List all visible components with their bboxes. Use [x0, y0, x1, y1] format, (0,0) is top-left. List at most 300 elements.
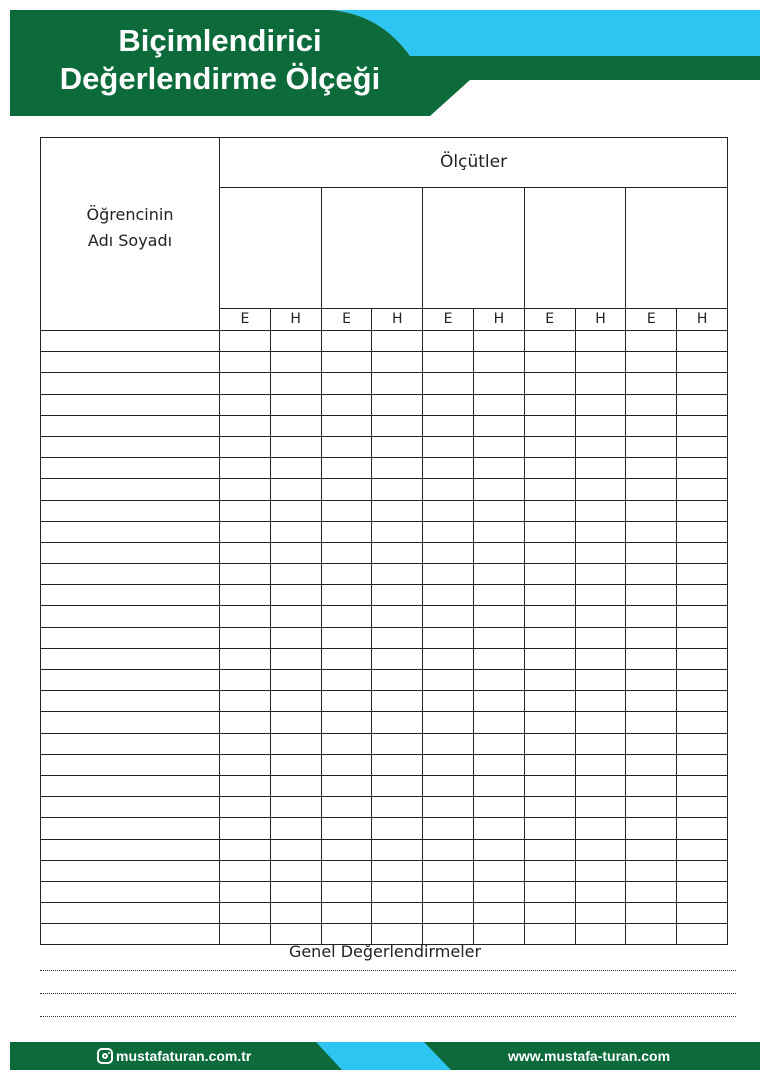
- score-cell-h[interactable]: [372, 839, 423, 860]
- score-cell-e[interactable]: [626, 775, 677, 796]
- score-cell-h[interactable]: [677, 458, 728, 479]
- score-cell-h[interactable]: [473, 436, 524, 457]
- score-cell-h[interactable]: [677, 500, 728, 521]
- score-cell-h[interactable]: [270, 860, 321, 881]
- score-cell-e[interactable]: [321, 903, 372, 924]
- score-cell-e[interactable]: [626, 627, 677, 648]
- student-name-cell[interactable]: [41, 839, 220, 860]
- score-cell-e[interactable]: [321, 479, 372, 500]
- score-cell-h[interactable]: [473, 648, 524, 669]
- score-cell-e[interactable]: [423, 691, 474, 712]
- score-cell-e[interactable]: [423, 500, 474, 521]
- score-cell-e[interactable]: [321, 839, 372, 860]
- student-name-cell[interactable]: [41, 648, 220, 669]
- score-cell-h[interactable]: [270, 818, 321, 839]
- score-cell-h[interactable]: [372, 542, 423, 563]
- score-cell-e[interactable]: [220, 775, 271, 796]
- score-cell-h[interactable]: [575, 479, 626, 500]
- score-cell-h[interactable]: [473, 331, 524, 352]
- score-cell-h[interactable]: [575, 839, 626, 860]
- score-cell-e[interactable]: [321, 818, 372, 839]
- score-cell-h[interactable]: [575, 521, 626, 542]
- student-name-cell[interactable]: [41, 373, 220, 394]
- student-name-cell[interactable]: [41, 606, 220, 627]
- score-cell-h[interactable]: [473, 860, 524, 881]
- score-cell-h[interactable]: [473, 479, 524, 500]
- score-cell-e[interactable]: [321, 627, 372, 648]
- score-cell-e[interactable]: [524, 352, 575, 373]
- score-cell-h[interactable]: [677, 331, 728, 352]
- score-cell-e[interactable]: [626, 436, 677, 457]
- student-name-cell[interactable]: [41, 670, 220, 691]
- score-cell-h[interactable]: [372, 712, 423, 733]
- student-name-cell[interactable]: [41, 881, 220, 902]
- score-cell-h[interactable]: [575, 627, 626, 648]
- score-cell-e[interactable]: [626, 860, 677, 881]
- score-cell-e[interactable]: [423, 606, 474, 627]
- score-cell-e[interactable]: [423, 479, 474, 500]
- score-cell-e[interactable]: [423, 839, 474, 860]
- score-cell-e[interactable]: [220, 479, 271, 500]
- score-cell-h[interactable]: [473, 627, 524, 648]
- score-cell-h[interactable]: [473, 839, 524, 860]
- score-cell-e[interactable]: [321, 606, 372, 627]
- score-cell-e[interactable]: [626, 648, 677, 669]
- score-cell-h[interactable]: [270, 479, 321, 500]
- score-cell-e[interactable]: [220, 712, 271, 733]
- criterion-cell[interactable]: [220, 187, 322, 308]
- dotted-line[interactable]: [40, 970, 736, 971]
- score-cell-h[interactable]: [575, 691, 626, 712]
- student-name-cell[interactable]: [41, 585, 220, 606]
- score-cell-e[interactable]: [220, 521, 271, 542]
- criterion-cell[interactable]: [524, 187, 626, 308]
- score-cell-e[interactable]: [524, 436, 575, 457]
- score-cell-h[interactable]: [372, 691, 423, 712]
- score-cell-h[interactable]: [372, 436, 423, 457]
- score-cell-h[interactable]: [270, 585, 321, 606]
- score-cell-h[interactable]: [677, 564, 728, 585]
- score-cell-h[interactable]: [677, 373, 728, 394]
- score-cell-h[interactable]: [473, 415, 524, 436]
- score-cell-e[interactable]: [423, 818, 474, 839]
- score-cell-h[interactable]: [372, 331, 423, 352]
- score-cell-e[interactable]: [626, 352, 677, 373]
- score-cell-h[interactable]: [677, 521, 728, 542]
- score-cell-h[interactable]: [575, 606, 626, 627]
- score-cell-e[interactable]: [321, 585, 372, 606]
- score-cell-e[interactable]: [220, 373, 271, 394]
- score-cell-e[interactable]: [524, 521, 575, 542]
- score-cell-e[interactable]: [626, 479, 677, 500]
- score-cell-h[interactable]: [575, 564, 626, 585]
- score-cell-h[interactable]: [677, 436, 728, 457]
- score-cell-e[interactable]: [220, 458, 271, 479]
- criterion-cell[interactable]: [423, 187, 525, 308]
- score-cell-h[interactable]: [372, 860, 423, 881]
- score-cell-h[interactable]: [677, 797, 728, 818]
- score-cell-h[interactable]: [270, 648, 321, 669]
- score-cell-h[interactable]: [473, 373, 524, 394]
- score-cell-h[interactable]: [270, 415, 321, 436]
- score-cell-h[interactable]: [473, 903, 524, 924]
- score-cell-e[interactable]: [524, 331, 575, 352]
- score-cell-e[interactable]: [220, 839, 271, 860]
- score-cell-e[interactable]: [423, 585, 474, 606]
- score-cell-h[interactable]: [372, 754, 423, 775]
- score-cell-e[interactable]: [626, 500, 677, 521]
- score-cell-e[interactable]: [423, 733, 474, 754]
- score-cell-h[interactable]: [575, 373, 626, 394]
- score-cell-e[interactable]: [321, 754, 372, 775]
- score-cell-e[interactable]: [423, 415, 474, 436]
- score-cell-e[interactable]: [524, 606, 575, 627]
- score-cell-e[interactable]: [423, 352, 474, 373]
- score-cell-h[interactable]: [270, 691, 321, 712]
- score-cell-h[interactable]: [372, 479, 423, 500]
- score-cell-h[interactable]: [372, 564, 423, 585]
- score-cell-h[interactable]: [372, 733, 423, 754]
- score-cell-h[interactable]: [372, 373, 423, 394]
- score-cell-h[interactable]: [473, 881, 524, 902]
- score-cell-h[interactable]: [473, 606, 524, 627]
- score-cell-e[interactable]: [321, 521, 372, 542]
- score-cell-e[interactable]: [524, 585, 575, 606]
- student-name-cell[interactable]: [41, 754, 220, 775]
- score-cell-e[interactable]: [626, 542, 677, 563]
- criterion-cell[interactable]: [626, 187, 728, 308]
- score-cell-e[interactable]: [626, 331, 677, 352]
- score-cell-e[interactable]: [524, 881, 575, 902]
- score-cell-e[interactable]: [626, 606, 677, 627]
- score-cell-e[interactable]: [626, 394, 677, 415]
- score-cell-h[interactable]: [575, 775, 626, 796]
- score-cell-e[interactable]: [524, 373, 575, 394]
- score-cell-h[interactable]: [270, 458, 321, 479]
- score-cell-e[interactable]: [220, 691, 271, 712]
- score-cell-h[interactable]: [575, 881, 626, 902]
- score-cell-e[interactable]: [524, 542, 575, 563]
- score-cell-e[interactable]: [524, 500, 575, 521]
- score-cell-e[interactable]: [220, 542, 271, 563]
- student-name-cell[interactable]: [41, 627, 220, 648]
- score-cell-e[interactable]: [321, 458, 372, 479]
- score-cell-h[interactable]: [677, 733, 728, 754]
- score-cell-e[interactable]: [423, 903, 474, 924]
- student-name-cell[interactable]: [41, 860, 220, 881]
- score-cell-h[interactable]: [372, 352, 423, 373]
- score-cell-h[interactable]: [575, 860, 626, 881]
- score-cell-h[interactable]: [473, 585, 524, 606]
- student-name-cell[interactable]: [41, 331, 220, 352]
- score-cell-h[interactable]: [677, 627, 728, 648]
- score-cell-e[interactable]: [626, 585, 677, 606]
- score-cell-e[interactable]: [220, 436, 271, 457]
- score-cell-e[interactable]: [321, 712, 372, 733]
- student-name-cell[interactable]: [41, 733, 220, 754]
- score-cell-e[interactable]: [220, 352, 271, 373]
- student-name-cell[interactable]: [41, 458, 220, 479]
- student-name-cell[interactable]: [41, 542, 220, 563]
- score-cell-h[interactable]: [372, 500, 423, 521]
- score-cell-e[interactable]: [220, 903, 271, 924]
- score-cell-h[interactable]: [372, 818, 423, 839]
- score-cell-e[interactable]: [321, 797, 372, 818]
- score-cell-h[interactable]: [270, 903, 321, 924]
- score-cell-e[interactable]: [626, 415, 677, 436]
- score-cell-e[interactable]: [626, 670, 677, 691]
- score-cell-e[interactable]: [524, 839, 575, 860]
- score-cell-e[interactable]: [220, 733, 271, 754]
- student-name-cell[interactable]: [41, 797, 220, 818]
- score-cell-h[interactable]: [575, 542, 626, 563]
- score-cell-h[interactable]: [575, 903, 626, 924]
- score-cell-e[interactable]: [423, 394, 474, 415]
- score-cell-e[interactable]: [524, 797, 575, 818]
- score-cell-e[interactable]: [220, 394, 271, 415]
- score-cell-e[interactable]: [524, 458, 575, 479]
- student-name-cell[interactable]: [41, 903, 220, 924]
- student-name-cell[interactable]: [41, 500, 220, 521]
- score-cell-e[interactable]: [626, 754, 677, 775]
- score-cell-e[interactable]: [626, 458, 677, 479]
- score-cell-e[interactable]: [524, 648, 575, 669]
- score-cell-h[interactable]: [270, 627, 321, 648]
- score-cell-h[interactable]: [270, 754, 321, 775]
- score-cell-e[interactable]: [524, 733, 575, 754]
- score-cell-e[interactable]: [423, 521, 474, 542]
- score-cell-h[interactable]: [372, 458, 423, 479]
- criterion-cell[interactable]: [321, 187, 423, 308]
- score-cell-e[interactable]: [321, 648, 372, 669]
- score-cell-e[interactable]: [626, 521, 677, 542]
- score-cell-e[interactable]: [321, 352, 372, 373]
- score-cell-e[interactable]: [524, 903, 575, 924]
- score-cell-h[interactable]: [473, 564, 524, 585]
- dotted-line[interactable]: [40, 993, 736, 994]
- score-cell-h[interactable]: [270, 797, 321, 818]
- score-cell-e[interactable]: [321, 691, 372, 712]
- score-cell-h[interactable]: [270, 331, 321, 352]
- score-cell-h[interactable]: [372, 670, 423, 691]
- score-cell-e[interactable]: [321, 331, 372, 352]
- score-cell-e[interactable]: [321, 775, 372, 796]
- score-cell-h[interactable]: [372, 881, 423, 902]
- score-cell-e[interactable]: [321, 394, 372, 415]
- score-cell-e[interactable]: [321, 670, 372, 691]
- score-cell-e[interactable]: [626, 881, 677, 902]
- score-cell-h[interactable]: [372, 394, 423, 415]
- score-cell-h[interactable]: [575, 436, 626, 457]
- score-cell-h[interactable]: [473, 458, 524, 479]
- student-name-cell[interactable]: [41, 564, 220, 585]
- score-cell-e[interactable]: [220, 797, 271, 818]
- score-cell-e[interactable]: [423, 775, 474, 796]
- score-cell-h[interactable]: [575, 754, 626, 775]
- score-cell-h[interactable]: [575, 331, 626, 352]
- score-cell-h[interactable]: [677, 903, 728, 924]
- score-cell-e[interactable]: [524, 415, 575, 436]
- score-cell-h[interactable]: [372, 775, 423, 796]
- score-cell-h[interactable]: [677, 394, 728, 415]
- score-cell-h[interactable]: [677, 818, 728, 839]
- score-cell-h[interactable]: [677, 648, 728, 669]
- score-cell-h[interactable]: [372, 521, 423, 542]
- score-cell-h[interactable]: [473, 352, 524, 373]
- score-cell-h[interactable]: [270, 352, 321, 373]
- score-cell-h[interactable]: [270, 564, 321, 585]
- score-cell-h[interactable]: [473, 712, 524, 733]
- student-name-cell[interactable]: [41, 415, 220, 436]
- score-cell-h[interactable]: [270, 521, 321, 542]
- score-cell-e[interactable]: [626, 839, 677, 860]
- student-name-cell[interactable]: [41, 775, 220, 796]
- score-cell-h[interactable]: [677, 712, 728, 733]
- score-cell-e[interactable]: [220, 860, 271, 881]
- student-name-cell[interactable]: [41, 521, 220, 542]
- score-cell-e[interactable]: [626, 903, 677, 924]
- score-cell-h[interactable]: [473, 797, 524, 818]
- score-cell-h[interactable]: [270, 733, 321, 754]
- score-cell-h[interactable]: [677, 881, 728, 902]
- score-cell-e[interactable]: [220, 585, 271, 606]
- student-name-cell[interactable]: [41, 394, 220, 415]
- score-cell-h[interactable]: [473, 542, 524, 563]
- student-name-cell[interactable]: [41, 818, 220, 839]
- student-name-cell[interactable]: [41, 352, 220, 373]
- score-cell-h[interactable]: [473, 394, 524, 415]
- score-cell-e[interactable]: [423, 712, 474, 733]
- score-cell-e[interactable]: [321, 500, 372, 521]
- score-cell-e[interactable]: [524, 818, 575, 839]
- score-cell-e[interactable]: [321, 373, 372, 394]
- score-cell-e[interactable]: [321, 733, 372, 754]
- score-cell-h[interactable]: [270, 839, 321, 860]
- score-cell-e[interactable]: [220, 500, 271, 521]
- score-cell-e[interactable]: [524, 670, 575, 691]
- score-cell-h[interactable]: [575, 733, 626, 754]
- score-cell-h[interactable]: [575, 712, 626, 733]
- score-cell-h[interactable]: [677, 775, 728, 796]
- score-cell-e[interactable]: [321, 881, 372, 902]
- score-cell-h[interactable]: [473, 691, 524, 712]
- score-cell-e[interactable]: [423, 754, 474, 775]
- score-cell-e[interactable]: [524, 564, 575, 585]
- score-cell-h[interactable]: [677, 415, 728, 436]
- score-cell-e[interactable]: [423, 860, 474, 881]
- score-cell-h[interactable]: [270, 670, 321, 691]
- score-cell-h[interactable]: [575, 500, 626, 521]
- score-cell-e[interactable]: [524, 860, 575, 881]
- score-cell-h[interactable]: [575, 415, 626, 436]
- score-cell-h[interactable]: [575, 352, 626, 373]
- instagram-link[interactable]: [97, 1044, 251, 1068]
- score-cell-h[interactable]: [372, 627, 423, 648]
- score-cell-h[interactable]: [270, 712, 321, 733]
- score-cell-e[interactable]: [626, 818, 677, 839]
- score-cell-h[interactable]: [677, 479, 728, 500]
- score-cell-h[interactable]: [270, 373, 321, 394]
- score-cell-e[interactable]: [524, 394, 575, 415]
- score-cell-e[interactable]: [220, 881, 271, 902]
- score-cell-h[interactable]: [575, 394, 626, 415]
- website-link[interactable]: www.mustafa-turan.com: [508, 1048, 671, 1064]
- score-cell-e[interactable]: [626, 797, 677, 818]
- score-cell-h[interactable]: [372, 415, 423, 436]
- score-cell-e[interactable]: [321, 860, 372, 881]
- score-cell-h[interactable]: [575, 670, 626, 691]
- score-cell-h[interactable]: [270, 606, 321, 627]
- score-cell-e[interactable]: [423, 373, 474, 394]
- score-cell-h[interactable]: [677, 542, 728, 563]
- score-cell-h[interactable]: [270, 775, 321, 796]
- score-cell-h[interactable]: [677, 860, 728, 881]
- score-cell-e[interactable]: [626, 733, 677, 754]
- score-cell-h[interactable]: [270, 394, 321, 415]
- score-cell-e[interactable]: [524, 479, 575, 500]
- student-name-cell[interactable]: [41, 436, 220, 457]
- score-cell-e[interactable]: [423, 564, 474, 585]
- score-cell-h[interactable]: [473, 670, 524, 691]
- score-cell-h[interactable]: [372, 903, 423, 924]
- score-cell-h[interactable]: [677, 352, 728, 373]
- score-cell-e[interactable]: [220, 670, 271, 691]
- score-cell-h[interactable]: [677, 670, 728, 691]
- score-cell-h[interactable]: [575, 648, 626, 669]
- score-cell-e[interactable]: [423, 331, 474, 352]
- score-cell-h[interactable]: [372, 606, 423, 627]
- score-cell-e[interactable]: [626, 712, 677, 733]
- score-cell-e[interactable]: [524, 775, 575, 796]
- score-cell-e[interactable]: [626, 564, 677, 585]
- score-cell-e[interactable]: [220, 754, 271, 775]
- score-cell-h[interactable]: [270, 500, 321, 521]
- score-cell-e[interactable]: [220, 648, 271, 669]
- score-cell-h[interactable]: [677, 754, 728, 775]
- score-cell-e[interactable]: [220, 606, 271, 627]
- score-cell-h[interactable]: [473, 500, 524, 521]
- score-cell-h[interactable]: [473, 775, 524, 796]
- dotted-line[interactable]: [40, 1016, 736, 1017]
- score-cell-e[interactable]: [626, 691, 677, 712]
- score-cell-e[interactable]: [423, 542, 474, 563]
- score-cell-e[interactable]: [524, 712, 575, 733]
- score-cell-e[interactable]: [423, 627, 474, 648]
- score-cell-e[interactable]: [220, 564, 271, 585]
- score-cell-h[interactable]: [270, 436, 321, 457]
- score-cell-e[interactable]: [321, 436, 372, 457]
- score-cell-h[interactable]: [575, 818, 626, 839]
- score-cell-h[interactable]: [372, 648, 423, 669]
- score-cell-e[interactable]: [321, 564, 372, 585]
- score-cell-e[interactable]: [220, 627, 271, 648]
- score-cell-e[interactable]: [524, 754, 575, 775]
- score-cell-h[interactable]: [575, 585, 626, 606]
- score-cell-h[interactable]: [270, 542, 321, 563]
- score-cell-h[interactable]: [473, 521, 524, 542]
- score-cell-e[interactable]: [220, 331, 271, 352]
- score-cell-e[interactable]: [626, 373, 677, 394]
- score-cell-h[interactable]: [677, 839, 728, 860]
- score-cell-e[interactable]: [423, 436, 474, 457]
- score-cell-e[interactable]: [423, 458, 474, 479]
- score-cell-e[interactable]: [423, 797, 474, 818]
- score-cell-h[interactable]: [677, 585, 728, 606]
- student-name-cell[interactable]: [41, 691, 220, 712]
- score-cell-e[interactable]: [220, 415, 271, 436]
- score-cell-h[interactable]: [473, 818, 524, 839]
- score-cell-h[interactable]: [473, 733, 524, 754]
